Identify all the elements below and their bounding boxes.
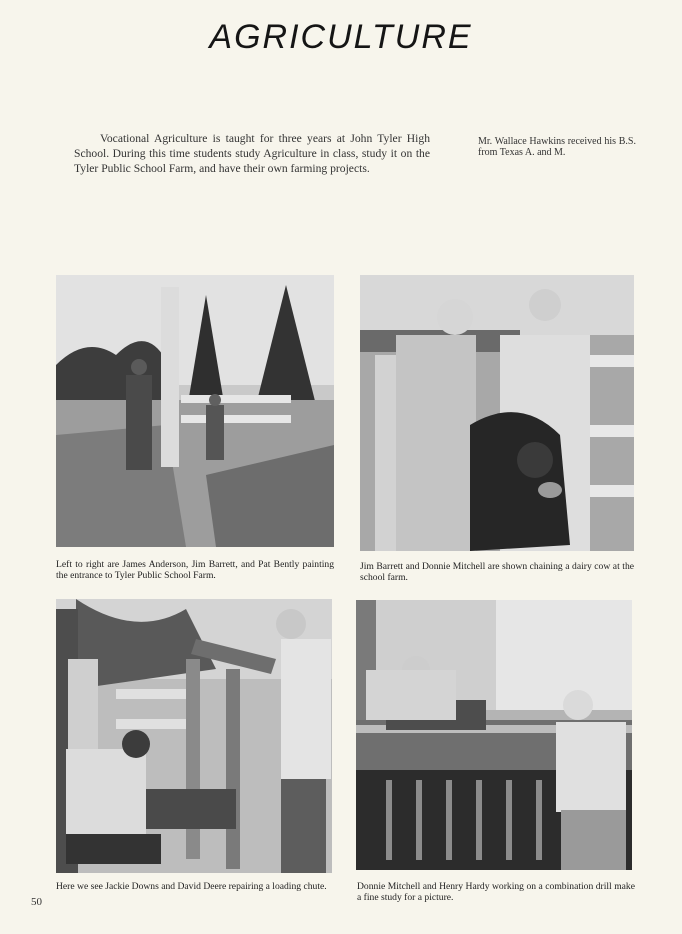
photo-combination-drill-image bbox=[356, 600, 632, 870]
caption-chaining-cow: Jim Barrett and Donnie Mitchell are shown chaining a dairy cow at the school farm. bbox=[360, 561, 634, 583]
intro-paragraph bbox=[74, 131, 430, 176]
caption-loading-chute: Here we see Jackie Downs and David Deere repairing a loading chute. bbox=[56, 881, 327, 892]
photo-loading-chute-image bbox=[56, 599, 332, 873]
page-number: 50 bbox=[31, 896, 42, 908]
photo-combination-drill bbox=[356, 600, 632, 870]
instructor-note: Mr. Wallace Hawkins received his B.S. from Texas A. and M. bbox=[478, 136, 636, 158]
photo-painting-entrance bbox=[56, 275, 334, 547]
caption-combination-drill: Donnie Mitchell and Henry Hardy working on a combination drill make a fine study for a picture. bbox=[357, 881, 635, 903]
photo-loading-chute bbox=[56, 599, 332, 873]
caption-painting-entrance: Left to right are James Anderson, Jim Barrett, and Pat Bently painting the entrance to Tyler Public School Farm. bbox=[56, 559, 334, 581]
page-title: AGRICULTURE bbox=[209, 18, 473, 56]
photo-chaining-cow-image bbox=[360, 275, 634, 551]
intro-text: Vocational Agriculture is taught for three years at John Tyler High School. During this time students study Agriculture in class, study it on the Tyler Public School Farm, and have their own farming projects. bbox=[74, 132, 430, 175]
photo-chaining-cow bbox=[360, 275, 634, 551]
photo-painting-entrance-image bbox=[56, 275, 334, 547]
